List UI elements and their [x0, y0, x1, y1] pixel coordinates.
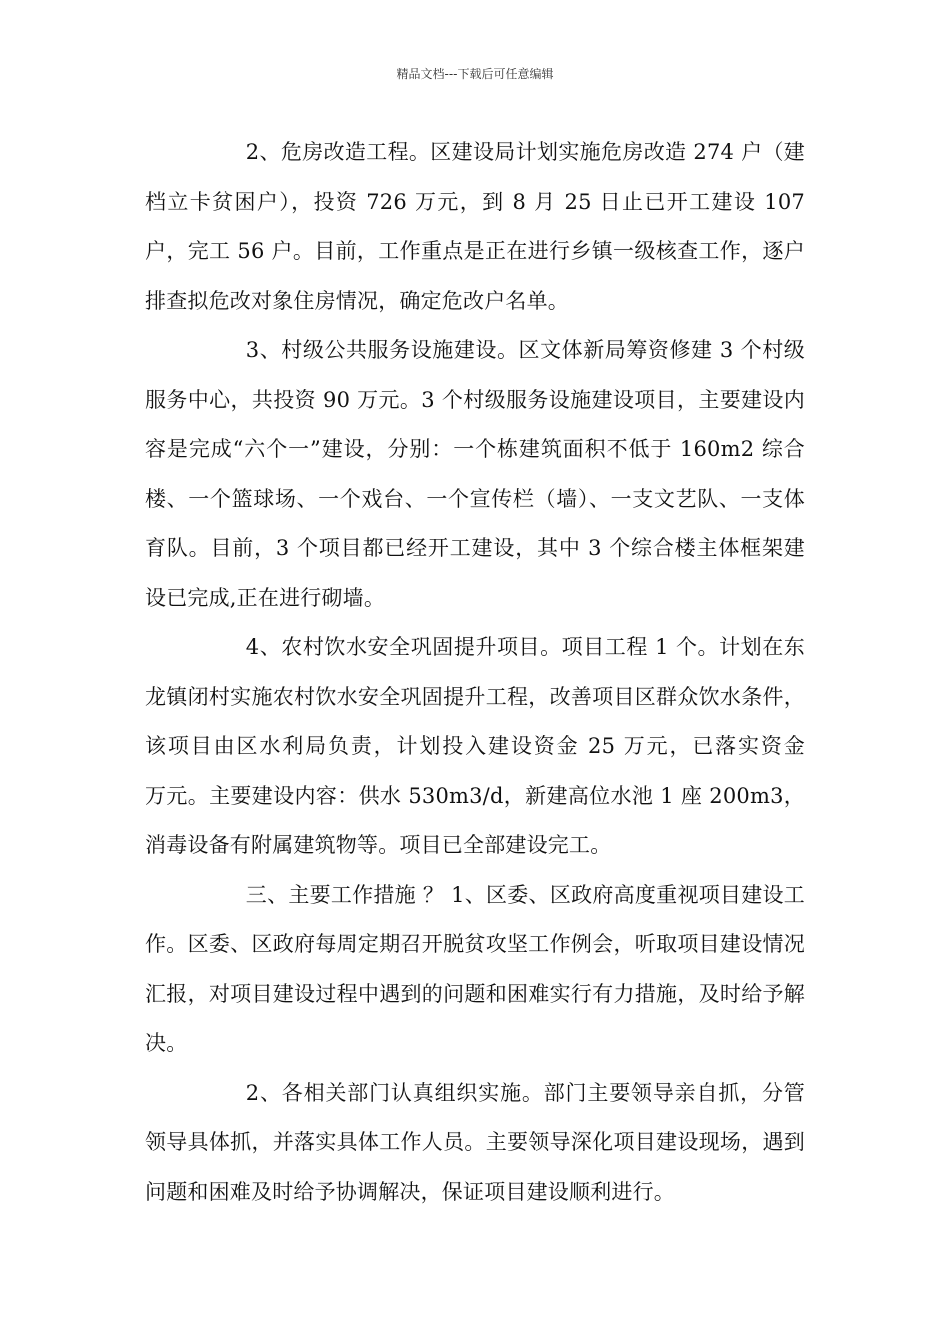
paragraph-main-measures: 三、主要工作措施 ？ 1、区委、区政府高度重视项目建设工作。区委、区政府每周定期召开脱贫攻坚工作例会，听取项目建设情况汇报，对项目建设过程中遇到的问题和困难实行有力措施，及时给予解决。 [145, 882, 805, 1055]
paragraph-village-public-services: 3、村级公共服务设施建设。区文体新局筹资修建 3 个村级服务中心，共投资 90 万元。3 个村级服务设施建设项目，主要建设内容是完成“六个一”建设，分别：一个栋建筑面积不低于 160m2 综合楼、一个篮球场、一个戏台、一个宣传栏（墙）、一支文艺队、一支体育队。目前，3 个项目都已经开工建设，其中 3 个综合楼主体框架建设已完成,正在进行砌墙。 [145, 338, 805, 610]
paragraph-department-implementation: 2、各相关部门认真组织实施。部门主要领导亲自抓，分管领导具体抓，并落实具体工作人员。主要领导深化项目建设现场，遇到问题和困难及时给予协调解决，保证项目建设顺利进行。 [145, 1080, 805, 1204]
page-header: 精品文档---下载后可任意编辑 [396, 67, 554, 81]
document-body [145, 128, 834, 1217]
paragraph-housing-renovation: 2、危房改造工程。区建设局计划实施危房改造 274 户（建档立卡贫困户），投资 726 万元，到 8 月 25 日止已开工建设 107 户，完工 56 户。目前，工作重点是正在进行乡镇一级核查工作，逐户排查拟危改对象住房情况，确定危改户名单。 [145, 140, 805, 313]
paragraph-drinking-water: 4、农村饮水安全巩固提升项目。项目工程 1 个。计划在东龙镇闭村实施农村饮水安全巩固提升工程，改善项目区群众饮水条件，该项目由区水利局负责，计划投入建设资金 25 万元，已落实资金 万元。主要建设内容：供水 530m3/d，新建高位水池 1 座 200m3，消毒设备有附属建筑物等。项目已全部建设完工。 [145, 635, 834, 857]
